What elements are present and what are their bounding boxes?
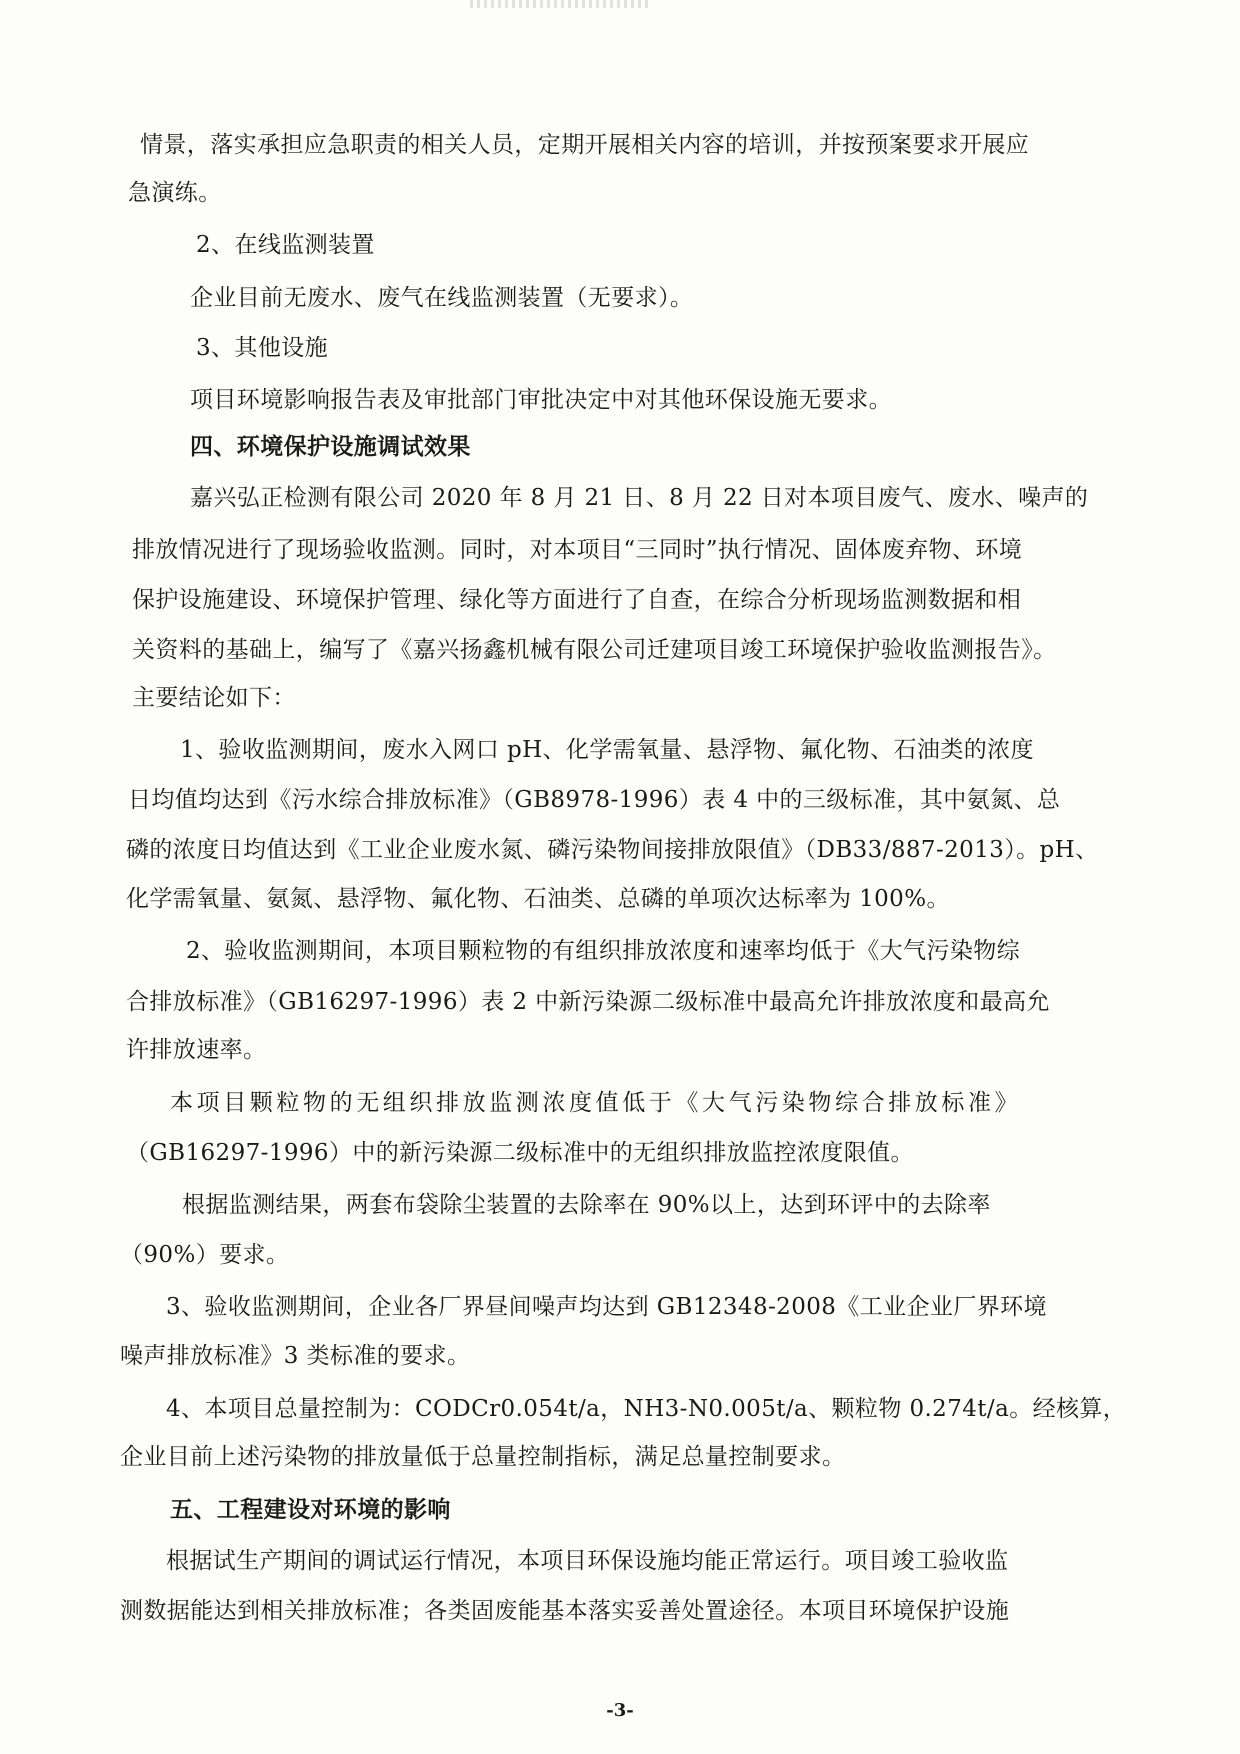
text-line: 企业目前无废水、废气在线监测装置（无要求）。: [190, 285, 694, 311]
text-line: 测数据能达到相关排放标准；各类固废能基本落实妥善处置途径。本项目环境保护设施: [120, 1598, 1010, 1624]
text-line: 合排放标准》（GB16297-1996）表 2 中新污染源二级标准中最高允许排放浓度和最高允: [126, 989, 1050, 1015]
text-line: 许排放速率。: [126, 1037, 267, 1063]
text-line: 3、验收监测期间，企业各厂界昼间噪声均达到 GB12348-2008《工业企业厂界环境: [166, 1294, 1047, 1320]
text-line: 急演练。: [128, 180, 222, 206]
page-number: -3-: [606, 1700, 634, 1721]
text-line: 关资料的基础上，编写了《嘉兴扬鑫机械有限公司迁建项目竣工环境保护验收监测报告》。: [132, 637, 1057, 663]
text-line: 本项目颗粒物的无组织排放监测浓度值低于《大气污染物综合排放标准》: [170, 1090, 1022, 1116]
section-heading: 四、环境保护设施调试效果: [190, 433, 471, 460]
text-line: 2、验收监测期间，本项目颗粒物的有组织排放浓度和速率均低于《大气污染物综: [186, 938, 1021, 964]
subheading: 3、其他设施: [196, 335, 329, 361]
text-line: 排放情况进行了现场验收监测。同时，对本项目“三同时”执行情况、固体废弃物、环境: [132, 537, 1023, 563]
text-line: 保护设施建设、环境保护管理、绿化等方面进行了自查，在综合分析现场监测数据和相: [132, 587, 1022, 613]
text-line: （GB16297-1996）中的新污染源二级标准中的无组织排放监控浓度限值。: [126, 1140, 914, 1166]
text-line: 企业目前上述污染物的排放量低于总量控制指标，满足总量控制要求。: [120, 1444, 846, 1470]
text-line: （90%）要求。: [120, 1242, 290, 1268]
text-line: 情景，落实承担应急职责的相关人员，定期开展相关内容的培训，并按预案要求开展应: [140, 132, 1030, 158]
text-line: 日均值均达到《污水综合排放标准》（GB8978-1996）表 4 中的三级标准，其中氨氮、总: [128, 787, 1061, 813]
text-line: 根据监测结果，两套布袋除尘装置的去除率在 90%以上，达到环评中的去除率: [182, 1192, 991, 1218]
text-line: 4、本项目总量控制为：CODCr0.054t/a，NH3-N0.005t/a、颗粒物 0.274t/a。经核算，: [166, 1396, 1127, 1422]
text-line: 1、验收监测期间，废水入网口 pH、化学需氧量、悬浮物、氟化物、石油类的浓度: [180, 737, 1034, 763]
text-line: 嘉兴弘正检测有限公司 2020 年 8 月 21 日、8 月 22 日对本项目废气、废水、噪声的: [190, 485, 1089, 511]
text-line: 根据试生产期间的调试运行情况，本项目环保设施均能正常运行。项目竣工验收监: [166, 1548, 1009, 1574]
text-line: 主要结论如下：: [132, 685, 296, 711]
text-line: 磷的浓度日均值达到《工业企业废水氮、磷污染物间接排放限值》（DB33/887-2013）。pH、: [126, 837, 1099, 863]
text-line: 项目环境影响报告表及审批部门审批决定中对其他环保设施无要求。: [190, 387, 892, 413]
scan-artifact: [470, 0, 650, 8]
section-heading: 五、工程建设对环境的影响: [170, 1496, 451, 1523]
subheading: 2、在线监测装置: [196, 232, 375, 258]
text-line: 化学需氧量、氨氮、悬浮物、氟化物、石油类、总磷的单项次达标率为 100%。: [126, 886, 950, 912]
text-line: 噪声排放标准》3 类标准的要求。: [120, 1343, 471, 1369]
